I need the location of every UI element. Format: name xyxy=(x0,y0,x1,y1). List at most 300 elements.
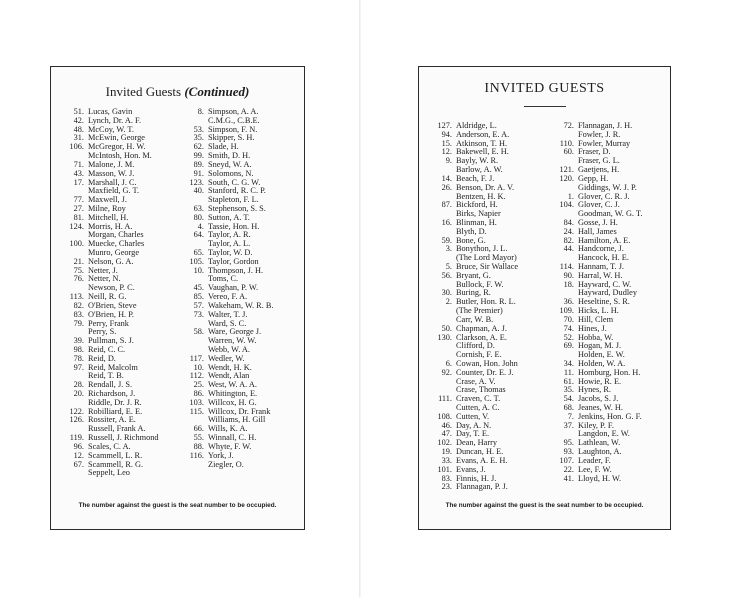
guest-name: Hall, James xyxy=(578,226,617,236)
guest-name: Stephenson, S. S. xyxy=(208,203,266,213)
seat-number: 88. xyxy=(193,441,204,451)
guest-name: Reid, T. B. xyxy=(88,371,124,381)
guest-name: Sneyd, W. A. xyxy=(208,159,252,169)
seat-number-note: The number against the guest is the seat number to be occupied. xyxy=(78,502,277,509)
seat-number: 115. xyxy=(189,406,204,416)
guest-name: Milne, Roy xyxy=(88,203,126,213)
guest-name: McCoy, W. T. xyxy=(88,124,134,134)
guest-name: Morgan, Charles xyxy=(88,230,144,240)
guest-name: Wedler, W. xyxy=(208,353,245,363)
guest-name: Bentzen, H. K. xyxy=(456,191,506,201)
seat-number: 121. xyxy=(559,165,574,175)
guest-name: Clifford, D. xyxy=(456,341,495,351)
seat-number: 5. xyxy=(445,262,452,271)
seat-number: 48. xyxy=(73,124,84,134)
guest-name: Cowan, Hon. John xyxy=(456,358,518,368)
seat-number: 33. xyxy=(441,455,452,465)
guest-name: Sutton, A. T. xyxy=(208,212,250,222)
guest-name: Pullman, S. J. xyxy=(88,336,134,346)
guest-name: Webb, W. A. xyxy=(208,344,250,354)
guest-name: Simpson, F. N. xyxy=(208,124,258,134)
guest-name: (The Lord Mayor) xyxy=(456,253,517,263)
seat-number: 72. xyxy=(563,121,574,130)
guest-name: Taylor, A. L. xyxy=(208,239,251,249)
seat-number: 47. xyxy=(441,429,452,439)
guest-name: Winnall, C. H. xyxy=(208,433,257,443)
guest-name: Willcox, Dr. Frank xyxy=(208,406,271,416)
title-rule xyxy=(524,106,566,107)
guest-name: Jeanes, W. H. xyxy=(578,403,623,412)
seat-number: 82. xyxy=(73,300,84,310)
seat-number: 64. xyxy=(193,230,204,240)
guest-name: Munro, George xyxy=(88,248,140,257)
guest-name: Hill, Clem xyxy=(578,314,614,324)
guest-name: Carr, W. B. xyxy=(456,314,494,324)
seat-number: 130. xyxy=(437,332,452,342)
seat-number: 12. xyxy=(441,147,452,157)
seat-number: 83. xyxy=(441,473,452,483)
seat-number: 50. xyxy=(441,323,452,333)
guest-name: McIntosh, Hon. M. xyxy=(88,151,152,161)
guest-name: Day, T. E. xyxy=(456,429,490,439)
seat-number: 97. xyxy=(73,362,84,372)
guest-name: Hamilton, A. E. xyxy=(578,235,631,245)
seat-number: 7. xyxy=(567,411,574,421)
guest-name: Bullock, F. W. xyxy=(456,279,504,289)
guest-name: York, J. xyxy=(208,450,234,460)
seat-number: 8. xyxy=(197,107,204,116)
guest-name: Bone, G. xyxy=(456,235,486,245)
seat-number: 36. xyxy=(563,297,574,307)
guest-name: Heseltine, S. R. xyxy=(578,297,630,307)
seat-number: 55. xyxy=(193,433,204,443)
seat-number: 10. xyxy=(193,265,204,275)
panel-title: INVITED GUESTS xyxy=(484,81,605,96)
seat-number: 84. xyxy=(563,217,574,227)
seat-number: 37. xyxy=(563,420,574,430)
seat-number: 1. xyxy=(567,191,574,201)
title-continued: (Continued) xyxy=(184,84,250,99)
seat-number: 91. xyxy=(193,168,204,178)
seat-number: 103. xyxy=(189,397,204,407)
seat-number: 35. xyxy=(193,133,204,143)
seat-number: 77. xyxy=(73,195,84,205)
seat-number: 30. xyxy=(441,288,452,298)
seat-number: 54. xyxy=(563,394,574,404)
guest-name: Handcorne, J. xyxy=(578,244,624,254)
guest-name: Crase, A. V. xyxy=(456,376,496,386)
guest-name: Lathlean, W. xyxy=(578,438,621,448)
seat-number: 104. xyxy=(559,200,574,210)
guest-name: Crase, Thomas xyxy=(456,385,506,395)
seat-number: 112. xyxy=(189,371,204,381)
guest-name: Bryant, G. xyxy=(456,270,491,280)
guest-name: Maxwell, J. xyxy=(88,195,127,205)
page-fold xyxy=(359,0,361,597)
guest-name: Marshall, J. C. xyxy=(88,177,137,187)
seat-number: 75. xyxy=(73,265,84,275)
guest-name: Atkinson, T. H. xyxy=(456,138,508,148)
guest-name: Langdon, E. W. xyxy=(578,429,630,439)
guest-name: Fowler, Murray xyxy=(578,138,631,148)
guest-name: Taylor, A. R. xyxy=(208,230,251,240)
guest-name: Whyte, F. W. xyxy=(208,441,252,451)
guest-column-2 xyxy=(546,122,642,483)
guest-name: Fraser, G. L. xyxy=(578,156,620,166)
guest-name: Netter, J. xyxy=(88,265,118,275)
seat-number: 67. xyxy=(73,459,84,469)
guest-name: Scales, C. A. xyxy=(88,441,131,451)
guest-name: Vaughan, P. W. xyxy=(208,283,259,293)
seat-number: 43. xyxy=(73,168,84,178)
guest-entry xyxy=(546,475,642,484)
guest-name: Goodman, W. G. T. xyxy=(578,209,643,219)
guest-name: Skipper, S. H. xyxy=(208,133,255,143)
guest-name: Scammell, R. G. xyxy=(88,459,144,469)
guest-name: Wendt, H. K. xyxy=(208,362,252,372)
seat-number: 101. xyxy=(437,464,452,474)
seat-number: 113. xyxy=(69,292,84,302)
guest-name: Bonython, J. L. xyxy=(456,244,508,254)
seat-number: 60. xyxy=(563,147,574,157)
seat-number: 51. xyxy=(73,107,84,116)
seat-number: 92. xyxy=(441,367,452,377)
guest-name: Counter, Dr. E. J. xyxy=(456,367,514,377)
guest-name: Taylor, Gordon xyxy=(208,256,259,266)
seat-number: 106. xyxy=(69,142,84,152)
seat-number: 80. xyxy=(193,212,204,222)
guest-name: Flannagan, P. J. xyxy=(456,482,508,492)
guest-name: Finnis, H. J. xyxy=(456,473,497,483)
seat-number: 65. xyxy=(193,248,204,257)
guest-name: Slade, H. xyxy=(208,142,239,152)
guest-name: Scammell, L. R. xyxy=(88,450,143,460)
seat-number: 98. xyxy=(73,344,84,354)
seat-number: 42. xyxy=(73,115,84,125)
seat-number: 46. xyxy=(441,420,452,430)
guest-list-panel-continued xyxy=(50,66,305,530)
seat-number: 68. xyxy=(563,403,574,412)
guest-name: Hobba, W. xyxy=(578,332,614,342)
guest-name: Rossiter, A. E. xyxy=(88,415,136,425)
seat-number: 96. xyxy=(73,441,84,451)
guest-name: Wakeham, W. R. B. xyxy=(208,300,274,310)
guest-name: Hines, J. xyxy=(578,323,607,333)
guest-name: Cutten, V. xyxy=(456,411,490,421)
guest-name: Mitchell, H. xyxy=(88,212,129,222)
seat-number: 90. xyxy=(563,270,574,280)
guest-name: Butler, Hon. R. L. xyxy=(456,297,516,307)
guest-name: Nelson, G. A. xyxy=(88,256,134,266)
seat-number: 9. xyxy=(445,156,452,166)
guest-name: Anderson, E. A. xyxy=(456,129,510,139)
guest-name: C.M.G., C.B.E. xyxy=(208,115,260,125)
guest-name: Stanford, R. C. P. xyxy=(208,186,266,196)
seat-number: 126. xyxy=(69,415,84,425)
guest-name: Fraser, D. xyxy=(578,147,611,157)
seat-number: 22. xyxy=(563,464,574,474)
guest-name: Stapleton, F. L. xyxy=(208,195,259,205)
guest-name: Hicks, L. H. xyxy=(578,306,619,316)
guest-name: Rendall, J. S. xyxy=(88,380,133,390)
seat-number: 108. xyxy=(437,411,452,421)
guest-entry xyxy=(424,483,518,492)
seat-number: 23. xyxy=(441,482,452,492)
guest-name: Willcox, H. G. xyxy=(208,397,257,407)
seat-number: 24. xyxy=(563,226,574,236)
guest-name: Birks, Napier xyxy=(456,209,501,219)
seat-number: 119. xyxy=(69,433,84,443)
seat-number: 34. xyxy=(563,358,574,368)
guest-name: Hayward, C. W. xyxy=(578,279,632,289)
seat-number: 44. xyxy=(563,244,574,254)
guest-name: Fowler, J. R. xyxy=(578,129,621,139)
guest-name: Duncan, H. E. xyxy=(456,447,504,457)
seat-number: 26. xyxy=(441,182,452,192)
seat-number: 15. xyxy=(441,138,452,148)
seat-number-note: The number against the guest is the seat number to be occupied. xyxy=(445,502,644,509)
seat-number: 123. xyxy=(189,177,204,187)
seat-number: 111. xyxy=(438,394,452,404)
guest-name: Blyth, D. xyxy=(456,226,487,236)
guest-name: O'Brien, H. P. xyxy=(88,309,134,319)
seat-number: 6. xyxy=(445,358,452,368)
guest-name: Bayly, W. R. xyxy=(456,156,499,166)
guest-name: Solomons, N. xyxy=(208,168,254,178)
seat-number: 19. xyxy=(441,447,452,457)
guest-name: Newson, P. C. xyxy=(88,283,135,293)
seat-number: 124. xyxy=(69,221,84,231)
guest-name: Hannam, T. J. xyxy=(578,262,625,271)
guest-name: Lucas, Gavin xyxy=(88,107,133,116)
guest-name: Riddle, Dr. J. R. xyxy=(88,397,142,407)
guest-name: Ziegler, O. xyxy=(208,459,244,469)
guest-name: Kiley, P. F. xyxy=(578,420,614,430)
guest-name: Ward, S. C. xyxy=(208,318,247,328)
guest-name: Beach, F. J. xyxy=(456,173,495,183)
seat-number: 79. xyxy=(73,318,84,328)
guest-name: Malone, J. M. xyxy=(88,159,135,169)
guest-name: Tassie, Hon. H. xyxy=(208,221,260,231)
seat-number: 56. xyxy=(441,270,452,280)
seat-number: 21. xyxy=(73,256,84,266)
guest-name: Aldridge, L. xyxy=(456,121,497,130)
seat-number: 70. xyxy=(563,314,574,324)
guest-name: Flannagan, J. H. xyxy=(578,121,633,130)
seat-number: 66. xyxy=(193,424,204,434)
guest-name: Thompson, J. H. xyxy=(208,265,264,275)
seat-number: 105. xyxy=(189,256,204,266)
seat-number: 59. xyxy=(441,235,452,245)
seat-number: 17. xyxy=(73,177,84,187)
guest-name: McEwin, George xyxy=(88,133,145,143)
guest-name: Netter, N. xyxy=(88,274,121,284)
guest-name: Leader, F. xyxy=(578,455,611,465)
guest-name: Lee, F. W. xyxy=(578,464,612,474)
guest-name: Gaetjens, H. xyxy=(578,165,620,175)
seat-number: 28. xyxy=(73,380,84,390)
guest-entry xyxy=(176,461,273,470)
guest-name: Muecke, Charles xyxy=(88,239,145,249)
seat-number: 95. xyxy=(563,438,574,448)
seat-number: 102. xyxy=(437,438,452,448)
guest-name: Wendt, Alan xyxy=(208,371,250,381)
guest-name: Chapman, A. J. xyxy=(456,323,507,333)
seat-number: 122. xyxy=(69,406,84,416)
seat-number: 25. xyxy=(193,380,204,390)
seat-number: 76. xyxy=(73,274,84,284)
guest-name: Bakewell, E. H. xyxy=(456,147,509,157)
guest-name: Neill, R. G. xyxy=(88,292,127,302)
guest-name: Lloyd, H. W. xyxy=(578,473,622,483)
seat-number: 85. xyxy=(193,292,204,302)
seat-number: 110. xyxy=(559,138,574,148)
seat-number: 93. xyxy=(563,447,574,457)
guest-name: Seppelt, Leo xyxy=(88,468,130,478)
guest-name: Holden, E. W. xyxy=(578,350,625,360)
seat-number: 86. xyxy=(193,389,204,398)
guest-name: Clarkson, A. E. xyxy=(456,332,507,342)
guest-name: Warren, W. W. xyxy=(208,336,257,346)
seat-number: 89. xyxy=(193,159,204,169)
seat-number: 16. xyxy=(441,217,452,227)
seat-number: 3. xyxy=(445,244,452,254)
guest-name: Williams, H. Gill xyxy=(208,415,266,425)
seat-number: 41. xyxy=(563,473,574,483)
seat-number: 40. xyxy=(193,186,204,196)
seat-number: 99. xyxy=(193,151,204,161)
guest-name: Glover, C. J. xyxy=(578,200,620,210)
seat-number: 114. xyxy=(559,262,574,271)
guest-name: Vereo, F. A. xyxy=(208,292,248,302)
seat-number: 107. xyxy=(559,455,574,465)
guest-name: Benson, Dr. A. V. xyxy=(456,182,515,192)
guest-name: Maxfield, G. T. xyxy=(88,186,140,196)
guest-name: Hogan, M. J. xyxy=(578,341,622,351)
guest-name: Hynes, R. xyxy=(578,385,611,395)
guest-name: Blinman, H. xyxy=(456,217,497,227)
guest-name: Masson, W. J. xyxy=(88,168,135,178)
guest-name: Russell, Frank A. xyxy=(88,424,146,434)
guest-name: Hayward, Dudley xyxy=(578,288,637,298)
seat-number: 81. xyxy=(73,212,84,222)
guest-name: Craven, C. T. xyxy=(456,394,501,404)
panel-title xyxy=(51,84,304,100)
seat-number: 12. xyxy=(73,450,84,460)
guest-name: Jacobs, S. J. xyxy=(578,394,619,404)
guest-name: Smith, D. H. xyxy=(208,151,251,161)
guest-name: Russell, J. Richmond xyxy=(88,433,159,443)
guest-name: Harral, W. H. xyxy=(578,270,623,280)
guest-entry xyxy=(56,469,159,478)
guest-name: Hancock, H. E. xyxy=(578,253,629,263)
guest-name: Dean, Harry xyxy=(456,438,498,448)
seat-number: 117. xyxy=(189,353,204,363)
guest-name: Taylor, W. D. xyxy=(208,248,253,257)
guest-name: Giddings, W. J. P. xyxy=(578,182,637,192)
guest-column-1 xyxy=(424,122,518,492)
seat-number: 39. xyxy=(73,336,84,346)
seat-number: 120. xyxy=(559,173,574,183)
guest-name: South, C. G. W. xyxy=(208,177,261,187)
seat-number: 94. xyxy=(441,129,452,139)
guest-name: Perry, S. xyxy=(88,327,117,337)
guest-name: Gosse, J. H. xyxy=(578,217,618,227)
guest-name: Evans, J. xyxy=(456,464,486,474)
seat-number: 82. xyxy=(563,235,574,245)
guest-list-panel xyxy=(418,66,671,530)
guest-name: Buring, R. xyxy=(456,288,491,298)
guest-name: Gepp, H. xyxy=(578,173,609,183)
guest-name: Whitington, E. xyxy=(208,389,258,398)
seat-number: 58. xyxy=(193,327,204,337)
seat-number: 73. xyxy=(193,309,204,319)
seat-number: 116. xyxy=(189,450,204,460)
guest-column-2 xyxy=(176,108,273,469)
seat-number: 63. xyxy=(193,203,204,213)
guest-name: Wills, K. A. xyxy=(208,424,248,434)
guest-name: Lynch, Dr. A. F. xyxy=(88,115,142,125)
guest-name: Bickford, H. xyxy=(456,200,498,210)
seat-number: 4. xyxy=(197,221,204,231)
seat-number: 62. xyxy=(193,142,204,152)
seat-number: 57. xyxy=(193,300,204,310)
seat-number: 100. xyxy=(69,239,84,249)
seat-number: 31. xyxy=(73,133,84,143)
seat-number: 83. xyxy=(73,309,84,319)
guest-name: Evans, A. E. H. xyxy=(456,455,508,465)
guest-name: Morris, H. A. xyxy=(88,221,133,231)
seat-number: 78. xyxy=(73,353,84,363)
seat-number: 52. xyxy=(563,332,574,342)
guest-name: Laughton, A. xyxy=(578,447,622,457)
guest-name: Howie, R. E. xyxy=(578,376,622,386)
seat-number: 14. xyxy=(441,173,452,183)
guest-name: Reid, D. xyxy=(88,353,116,363)
guest-column-1 xyxy=(56,108,159,478)
seat-number: 27. xyxy=(73,203,84,213)
guest-name: Holden, W. A. xyxy=(578,358,626,368)
seat-number: 11. xyxy=(563,367,574,377)
seat-number: 71. xyxy=(73,159,84,169)
guest-name: Perry, Frank xyxy=(88,318,129,328)
guest-name: Reid, Malcolm xyxy=(88,362,138,372)
seat-number: 87. xyxy=(441,200,452,210)
guest-name: McGregor, H. W. xyxy=(88,142,146,152)
guest-name: O'Brien, Steve xyxy=(88,300,137,310)
guest-name: Bruce, Sir Wallace xyxy=(456,262,519,271)
guest-name: (The Premier) xyxy=(456,306,503,316)
guest-name: Toms, C. xyxy=(208,274,239,284)
seat-number: 69. xyxy=(563,341,574,351)
guest-name: Day, A. N. xyxy=(456,420,492,430)
guest-name: Glover, C. R. J. xyxy=(578,191,630,201)
guest-name: Jenkins, Hon. G. F. xyxy=(578,411,642,421)
seat-number: 18. xyxy=(563,279,574,289)
seat-number: 53. xyxy=(193,124,204,134)
seat-number: 109. xyxy=(559,306,574,316)
guest-name: Ware, George J. xyxy=(208,327,262,337)
guest-name: Homburg, Hon. H. xyxy=(578,367,641,377)
seat-number: 2. xyxy=(445,297,452,307)
guest-name: Cornish, F. E. xyxy=(456,350,502,360)
seat-number: 45. xyxy=(193,283,204,293)
guest-name: Barlow, A. W. xyxy=(456,165,503,175)
seat-number: 74. xyxy=(563,323,574,333)
title-main: Invited Guests xyxy=(105,84,182,99)
guest-name: Simpson, A. A. xyxy=(208,107,259,116)
guest-name: Cutten, A. C. xyxy=(456,403,500,412)
